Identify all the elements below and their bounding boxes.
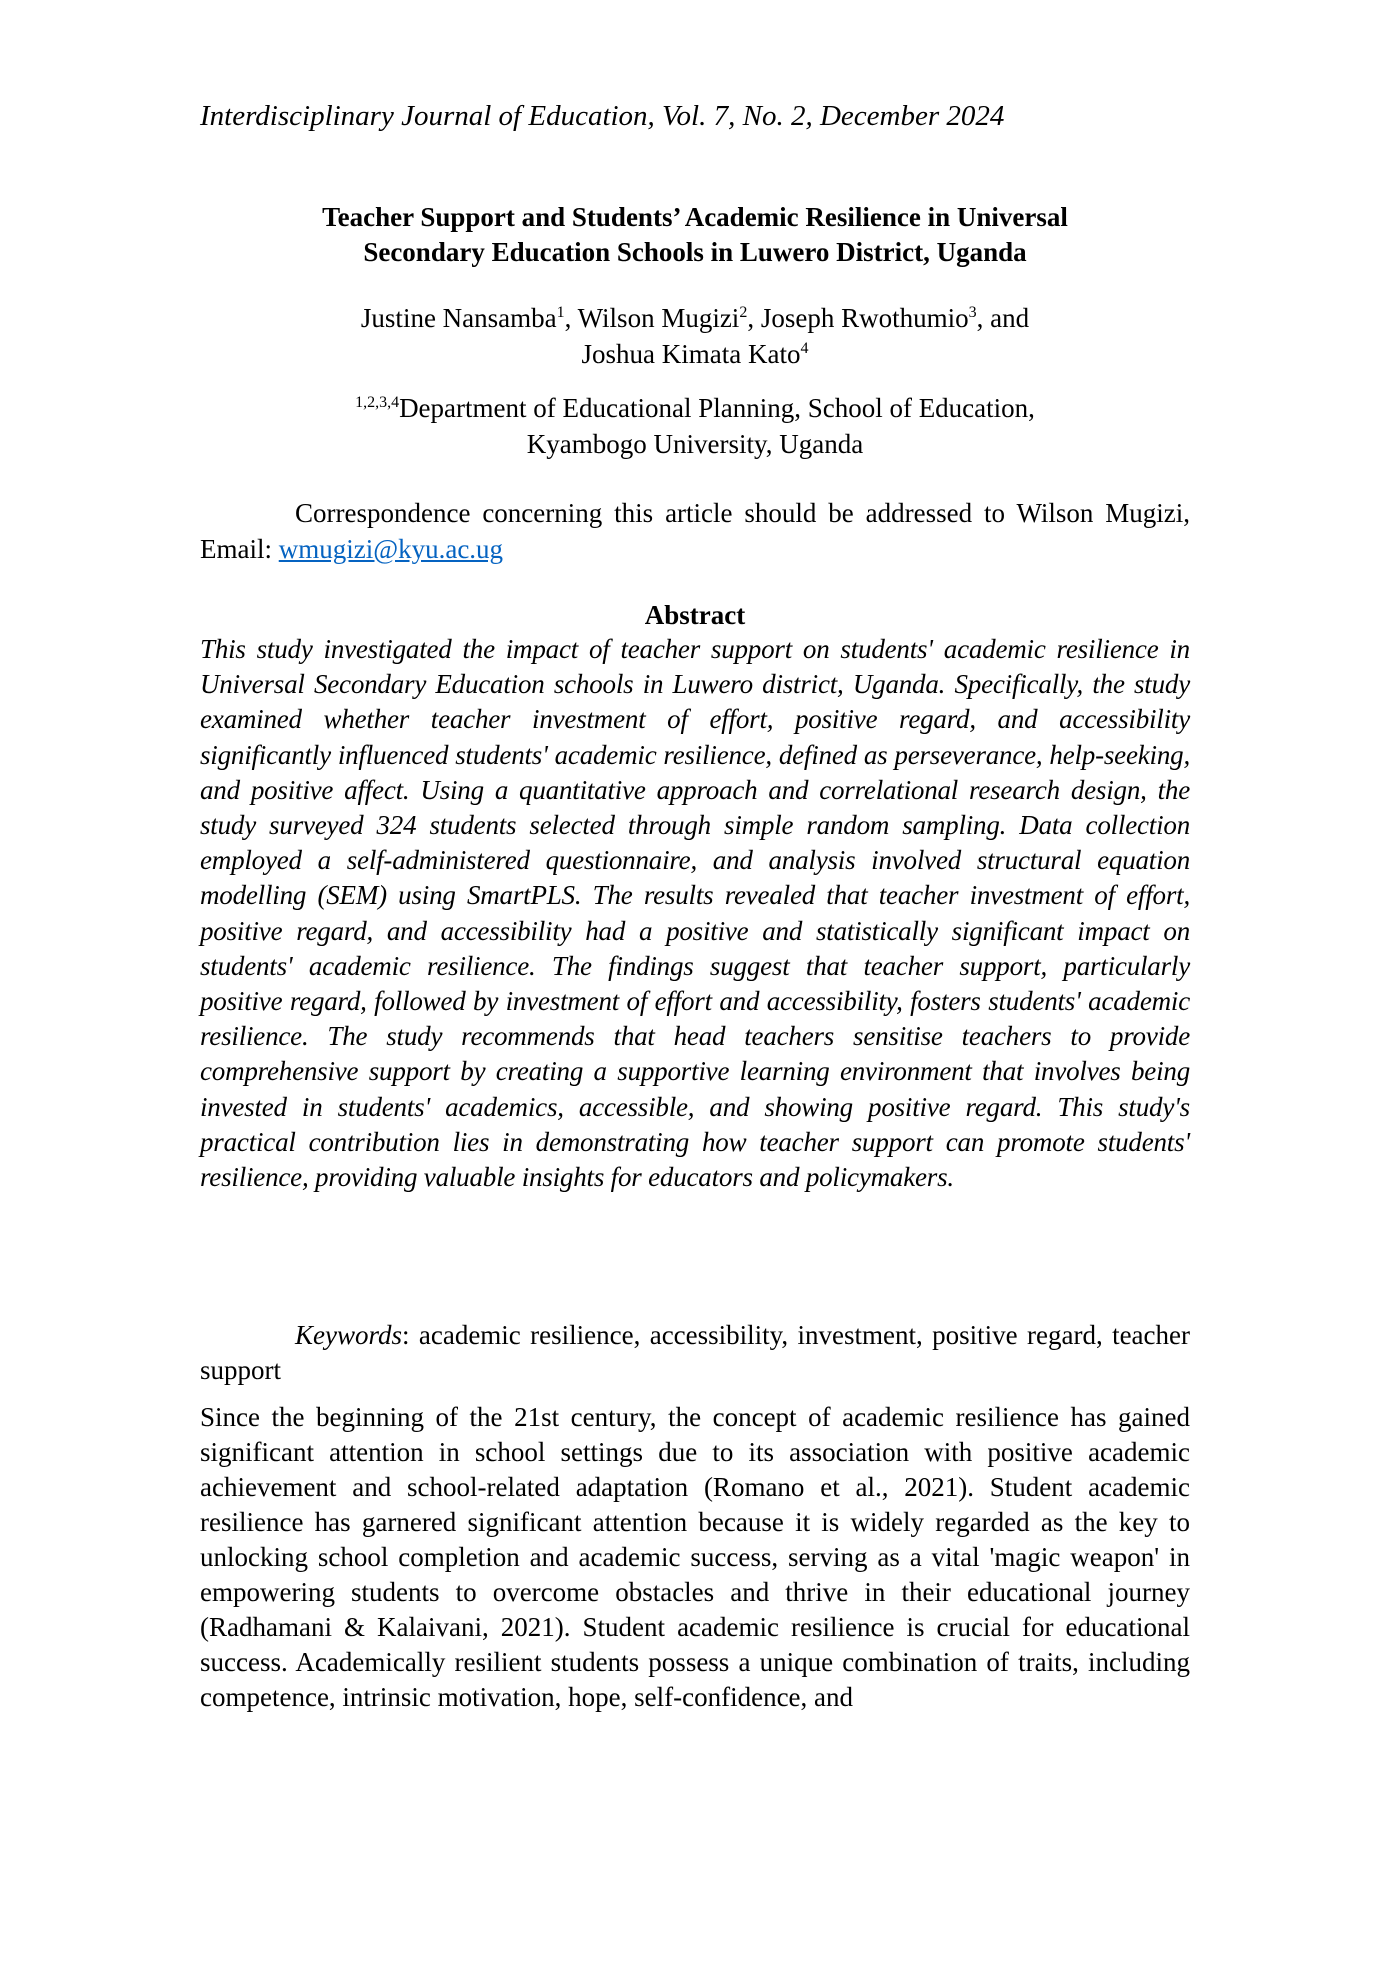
affiliation-line-2: Kyambogo University, Uganda	[526, 429, 864, 459]
journal-running-header: Interdisciplinary Journal of Education, Vol. 7, No. 2, December 2024	[200, 100, 1005, 132]
author-separator: ,	[564, 303, 578, 333]
intro-paragraph: Since the beginning of the 21st century, the concept of academic resilience has gained significant attention in school settings due to its association with positive academic achievement and school-related adaptation (Romano et al., 2021). Student academic resilience has garnered significant attention because it is widely regarded as the key to unlocking school completion and academic success, serving as a vital 'magic weapon' in empowering students to overcome obstacles and thrive in their educational journey (Radhamani & Kalaivani, 2021). Student academic resilience is crucial for educational success. Academically resilient students possess a unique combination of traits, including competence, intrinsic motivation, hope, self-confidence, and	[200, 1402, 1190, 1712]
email-link[interactable]: wmugizi@kyu.ac.ug	[278, 534, 504, 564]
author-line-2	[200, 336, 1190, 372]
abstract-body: This study investigated the impact of teacher support on students' academic resilience in Universal Secondary Education schools in Luwero district, Uganda. Specifically, the study examined whether teacher investment of effort, positive regard, and accessibility significantly influenced students' academic resilience, defined as perseverance, help-seeking, and positive affect. Using a quantitative approach and correlational research design, the study surveyed 324 students selected through simple random sampling. Data collection employed a self-administered questionnaire, and analysis involved structural equation modelling (SEM) using SmartPLS. The results revealed that teacher investment of effort, positive regard, and accessibility had a positive and statistically significant impact on students' academic resilience. The findings suggest that teacher support, particularly positive regard, followed by investment of effort and accessibility, fosters students' academic resilience. The study recommends that head teachers sensitise teachers to provide comprehensive support by creating a supportive learning environment that involves being invested in students' academics, accessible, and showing positive regard. This study's practical contribution lies in demonstrating how teacher support can promote students' resilience, providing valuable insights for educators and policymakers.	[200, 634, 1190, 1193]
author-affiliation-marker: 1	[556, 304, 565, 321]
author-affiliation-marker: 3	[968, 304, 977, 321]
author-line-1	[200, 300, 1190, 336]
keywords-values: : academic resilience, accessibility, investment, positive regard, teacher support	[200, 1320, 1190, 1385]
affiliation-line-1	[200, 390, 1190, 426]
correspondence-text: Correspondence concerning this article should be addressed to Wilson Mugizi, Email:	[200, 498, 1190, 564]
author-name: Justine Nansamba	[360, 303, 557, 333]
author-separator: ,	[747, 303, 761, 333]
title-line-1: Teacher Support and Students’ Academic Resilience in Universal	[322, 202, 1068, 232]
author-name: Joshua Kimata Kato	[581, 339, 801, 369]
article-title	[200, 200, 1190, 270]
abstract-heading: Abstract	[644, 600, 746, 630]
affiliation-department: Department of Educational Planning, School of Education,	[399, 393, 1035, 423]
keywords	[200, 1318, 1190, 1388]
author-separator: , and	[976, 303, 1030, 333]
author-affiliation-marker: 2	[739, 304, 748, 321]
affiliation-markers: 1,2,3,4	[355, 394, 400, 411]
correspondence-note	[200, 495, 1190, 567]
author-name: Joseph Rwothumio	[760, 303, 969, 333]
keywords-label: Keywords	[295, 1320, 402, 1350]
author-affiliation-marker: 4	[800, 340, 809, 357]
title-line-2: Secondary Education Schools in Luwero District, Uganda	[363, 237, 1027, 267]
affiliation	[200, 390, 1190, 462]
author-name: Wilson Mugizi	[577, 303, 740, 333]
author-list	[200, 300, 1190, 372]
